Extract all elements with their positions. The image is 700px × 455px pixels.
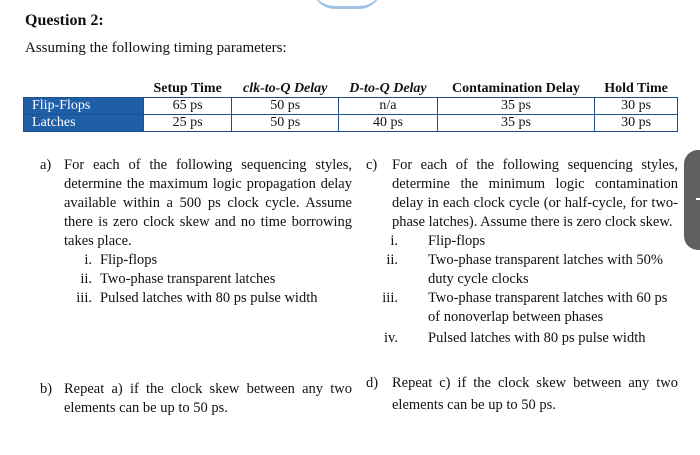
part-d: [366, 372, 678, 416]
header-d-to-q: D-to-Q Delay: [339, 80, 438, 98]
part-d-mark: d): [366, 375, 379, 391]
item-number: i.: [84, 252, 92, 268]
table-cell: 30 ps: [595, 98, 678, 115]
table-cell: 40 ps: [339, 115, 438, 132]
part-c-text: For each of the following sequencing styles, determine the minimum logic contamination delay in each clock cycle (or half-cycle, for two-phase latches). Assume there is zero clock skew.: [392, 157, 678, 230]
item-text: Flip-flops: [428, 233, 486, 249]
part-a-text: For each of the following sequencing styles, determine the maximum logic propagation delay available within a 500 ps clock cycle. Assume there is zero clock skew and no time borrowing takes place.: [64, 157, 352, 249]
left-column: [40, 156, 352, 418]
part-a: [40, 156, 352, 251]
list-item: [40, 289, 352, 308]
part-c-mark: c): [366, 157, 378, 173]
item-number: ii.: [386, 252, 398, 268]
table-cell: 35 ps: [437, 115, 594, 132]
part-a-mark: a): [40, 157, 52, 173]
table-cell: 50 ps: [232, 115, 339, 132]
table-cell: 65 ps: [144, 98, 232, 115]
question-intro: Assuming the following timing parameters:: [25, 40, 287, 56]
row-label: Latches: [24, 115, 144, 132]
item-number: ii.: [80, 271, 92, 287]
table-row-flip-flops: [24, 98, 678, 115]
dash-icon: [696, 198, 700, 200]
table-corner: [24, 80, 144, 98]
item-text: Pulsed latches with 80 ps pulse width: [100, 290, 318, 306]
item-number: iii.: [382, 290, 398, 306]
item-text: Two-phase transparent latches with 60 ps of nonoverlap between phases: [428, 290, 668, 325]
header-hold-time: Hold Time: [595, 80, 678, 98]
table-header-row: [24, 80, 678, 98]
question-title: Question 2:: [25, 12, 104, 29]
list-item: [366, 232, 678, 251]
table-cell: 35 ps: [437, 98, 594, 115]
list-item: [366, 289, 678, 327]
part-b-text: Repeat a) if the clock skew between any two elements can be up to 50 ps.: [64, 381, 352, 416]
item-text: Flip-flops: [100, 252, 158, 268]
table-cell: 50 ps: [232, 98, 339, 115]
right-column: [366, 156, 678, 416]
row-label: Flip-Flops: [24, 98, 144, 115]
part-d-text: Repeat c) if the clock skew between any two elements can be up to 50 ps.: [392, 375, 678, 413]
spacer: [40, 308, 352, 380]
list-item: [366, 329, 678, 348]
item-number: iii.: [76, 290, 92, 306]
header-setup-time: Setup Time: [144, 80, 232, 98]
table-cell: n/a: [339, 98, 438, 115]
item-number: iv.: [384, 330, 398, 346]
top-arc-decoration: [312, 0, 382, 9]
list-item: [40, 251, 352, 270]
header-contamination-delay: Contamination Delay: [437, 80, 594, 98]
list-item: [40, 270, 352, 289]
timing-parameters-table: [23, 80, 678, 132]
part-b: [40, 380, 352, 418]
table-row-latches: [24, 115, 678, 132]
spacer: [366, 348, 678, 372]
side-panel-tab[interactable]: [684, 150, 700, 250]
list-item: [366, 251, 678, 289]
item-number: i.: [390, 233, 398, 249]
part-c: [366, 156, 678, 232]
item-text: Two-phase transparent latches with 50% duty cycle clocks: [428, 252, 663, 287]
item-text: Two-phase transparent latches: [100, 271, 276, 287]
part-b-mark: b): [40, 381, 53, 397]
table-cell: 30 ps: [595, 115, 678, 132]
table-cell: 25 ps: [144, 115, 232, 132]
item-text: Pulsed latches with 80 ps pulse width: [428, 330, 646, 346]
header-clk-to-q: clk-to-Q Delay: [232, 80, 339, 98]
